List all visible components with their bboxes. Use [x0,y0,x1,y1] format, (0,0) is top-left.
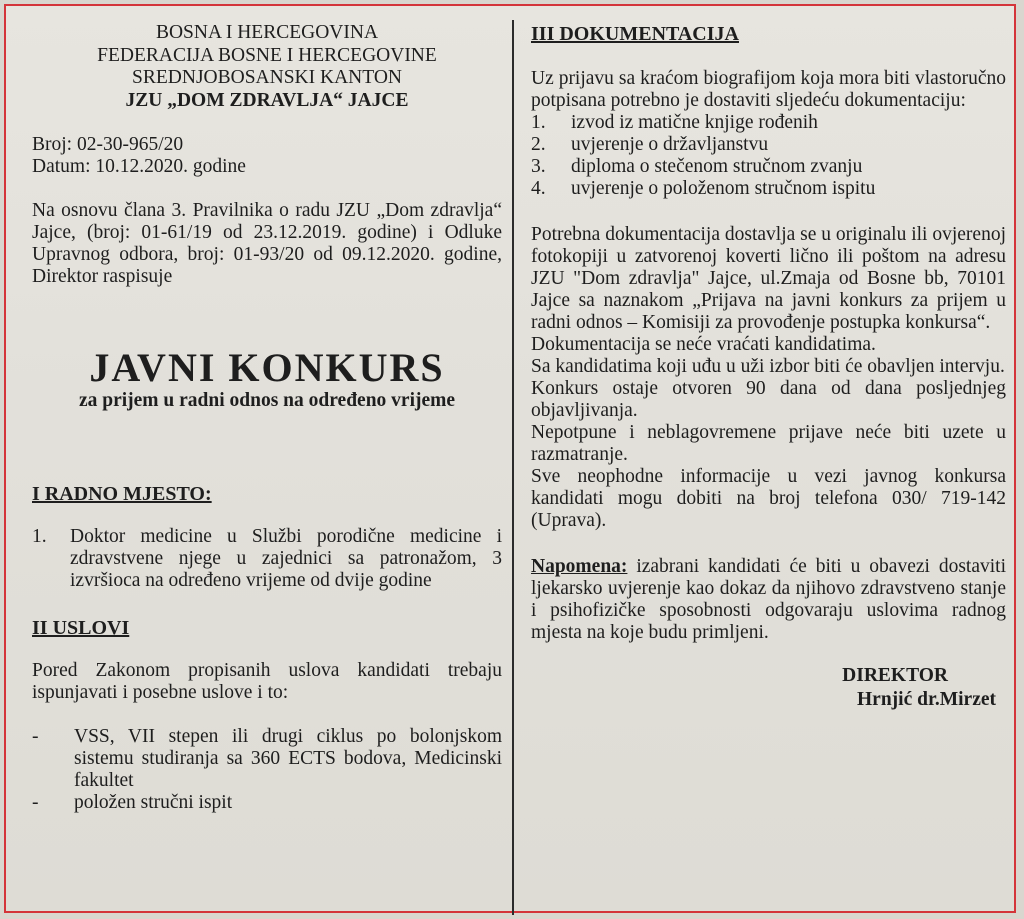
section-heading-position: I RADNO MJESTO: [32,483,212,505]
list-item-text: položen stručni ispit [74,792,233,813]
incomplete-paragraph: Nepotpune i neblagovremene prijave neće biti uzete u razmatranje. [531,422,1006,465]
signature-title: DIREKTOR [842,665,948,686]
list-item-bullet: - [32,726,39,747]
documentation-list [531,112,1006,200]
page-subtitle: za prijem u radni odnos na određeno vrijeme [78,390,456,411]
contact-paragraph: Sve neophodne informacije u vezi javnog konkursa kandidati mogu dobiti na broj telefona 030/ 719-142 (Uprava). [531,466,1006,531]
left-column [32,6,502,814]
note-label: Napomena: [531,556,628,577]
list-item-text: uvjerenje o državljanstvu [571,134,769,155]
list-item [531,112,1006,134]
section-heading-documentation: III DOKUMENTACIJA [531,23,739,45]
list-item [531,178,1006,200]
list-item-text: izvod iz matične knjige rođenih [571,112,818,133]
header-federation: FEDERACIJA BOSNE I HERCEGOVINE [97,44,437,66]
list-item-text: diploma o stečenom stručnom zvanju [571,156,863,177]
page-title: JAVNI KONKURS [89,345,445,390]
deadline-paragraph: Konkurs ostaje otvoren 90 dana od dana posljednjeg objavljivanja. [531,378,1006,421]
list-item-text: uvjerenje o položenom stručnom ispitu [571,178,876,199]
list-item-text: Doktor medicine u Službi porodične medicine i zdravstvene njege u zajednici sa patronažom, 3 izvršioca na određeno vrijeme od dvije godine [70,526,502,591]
list-item [531,156,1006,178]
list-item-number: 3. [531,156,546,177]
note-paragraph [531,556,1006,644]
signature-name: Hrnjić dr.Mirzet [857,689,996,710]
header-institution: JZU „DOM ZDRAVLJA“ JAJCE [125,89,409,111]
intro-paragraph: Na osnovu člana 3. Pravilnika o radu JZU „Dom zdravlja“ Jajce, (broj: 01-61/19 od 23.12.2019. godine) i Odluke Upravnog odbora, broj: 01-93/20 od 09.12.2020. godine, Direktor raspisuje [32,200,502,287]
document-date: Datum: 10.12.2020. godine [32,156,246,177]
list-item [32,526,502,592]
list-item-number: 4. [531,178,546,199]
list-item [32,726,502,792]
interview-paragraph: Sa kandidatima koji uđu u uži izbor biti će obavljen intervju. [531,356,1005,377]
conditions-intro: Pored Zakonom propisanih uslova kandidati trebaju ispunjavati i posebne uslove i to: [32,660,502,703]
list-item [531,134,1006,156]
return-paragraph: Dokumentacija se neće vraćati kandidatima. [531,334,876,355]
list-item-number: 1. [32,526,47,547]
list-item-bullet: - [32,792,39,813]
documentation-intro: Uz prijavu sa kraćom biografijom koja mora biti vlastoručno potpisana potrebno je dostaviti sljedeću dokumentaciju: [531,68,1006,111]
list-item-text: VSS, VII stepen ili drugi ciklus po bolonjskom sistemu studiranja sa 360 ECTS bodova, Medicinski fakultet [74,726,502,791]
list-item [32,792,502,814]
institution-header [32,22,502,112]
column-divider [512,20,514,915]
newspaper-notice [4,4,1016,913]
signature-block [531,664,1006,712]
list-item-number: 1. [531,112,546,133]
header-country: BOSNA I HERCEGOVINA [155,22,379,43]
note-text: izabrani kandidati će biti u obavezi dostaviti ljekarsko uvjerenje kao dokaz da njihovo zdravstveno stanje i psihofizičke sposobnosti odgovaraju uslovima radnog mjesta na koje budu primljeni. [531,556,1006,643]
document-number: Broj: 02-30-965/20 [32,134,184,155]
header-canton: SREDNJOBOSANSKI KANTON [132,67,402,88]
submission-paragraph: Potrebna dokumentacija dostavlja se u originalu ili ovjerenoj fotokopiji u zatvorenoj koverti lično ili poštom na adresu JZU "Dom zdravlja" Jajce, ul.Zmaja od Bosne bb, 70101 Jajce sa naznakom „Prijava na javni konkurs za prijem u radni odnos – Komisiji za provođenje postupka konkursa“. [531,224,1006,333]
section-heading-conditions: II USLOVI [32,617,130,639]
right-column [531,6,1006,712]
list-item-number: 2. [531,134,546,155]
